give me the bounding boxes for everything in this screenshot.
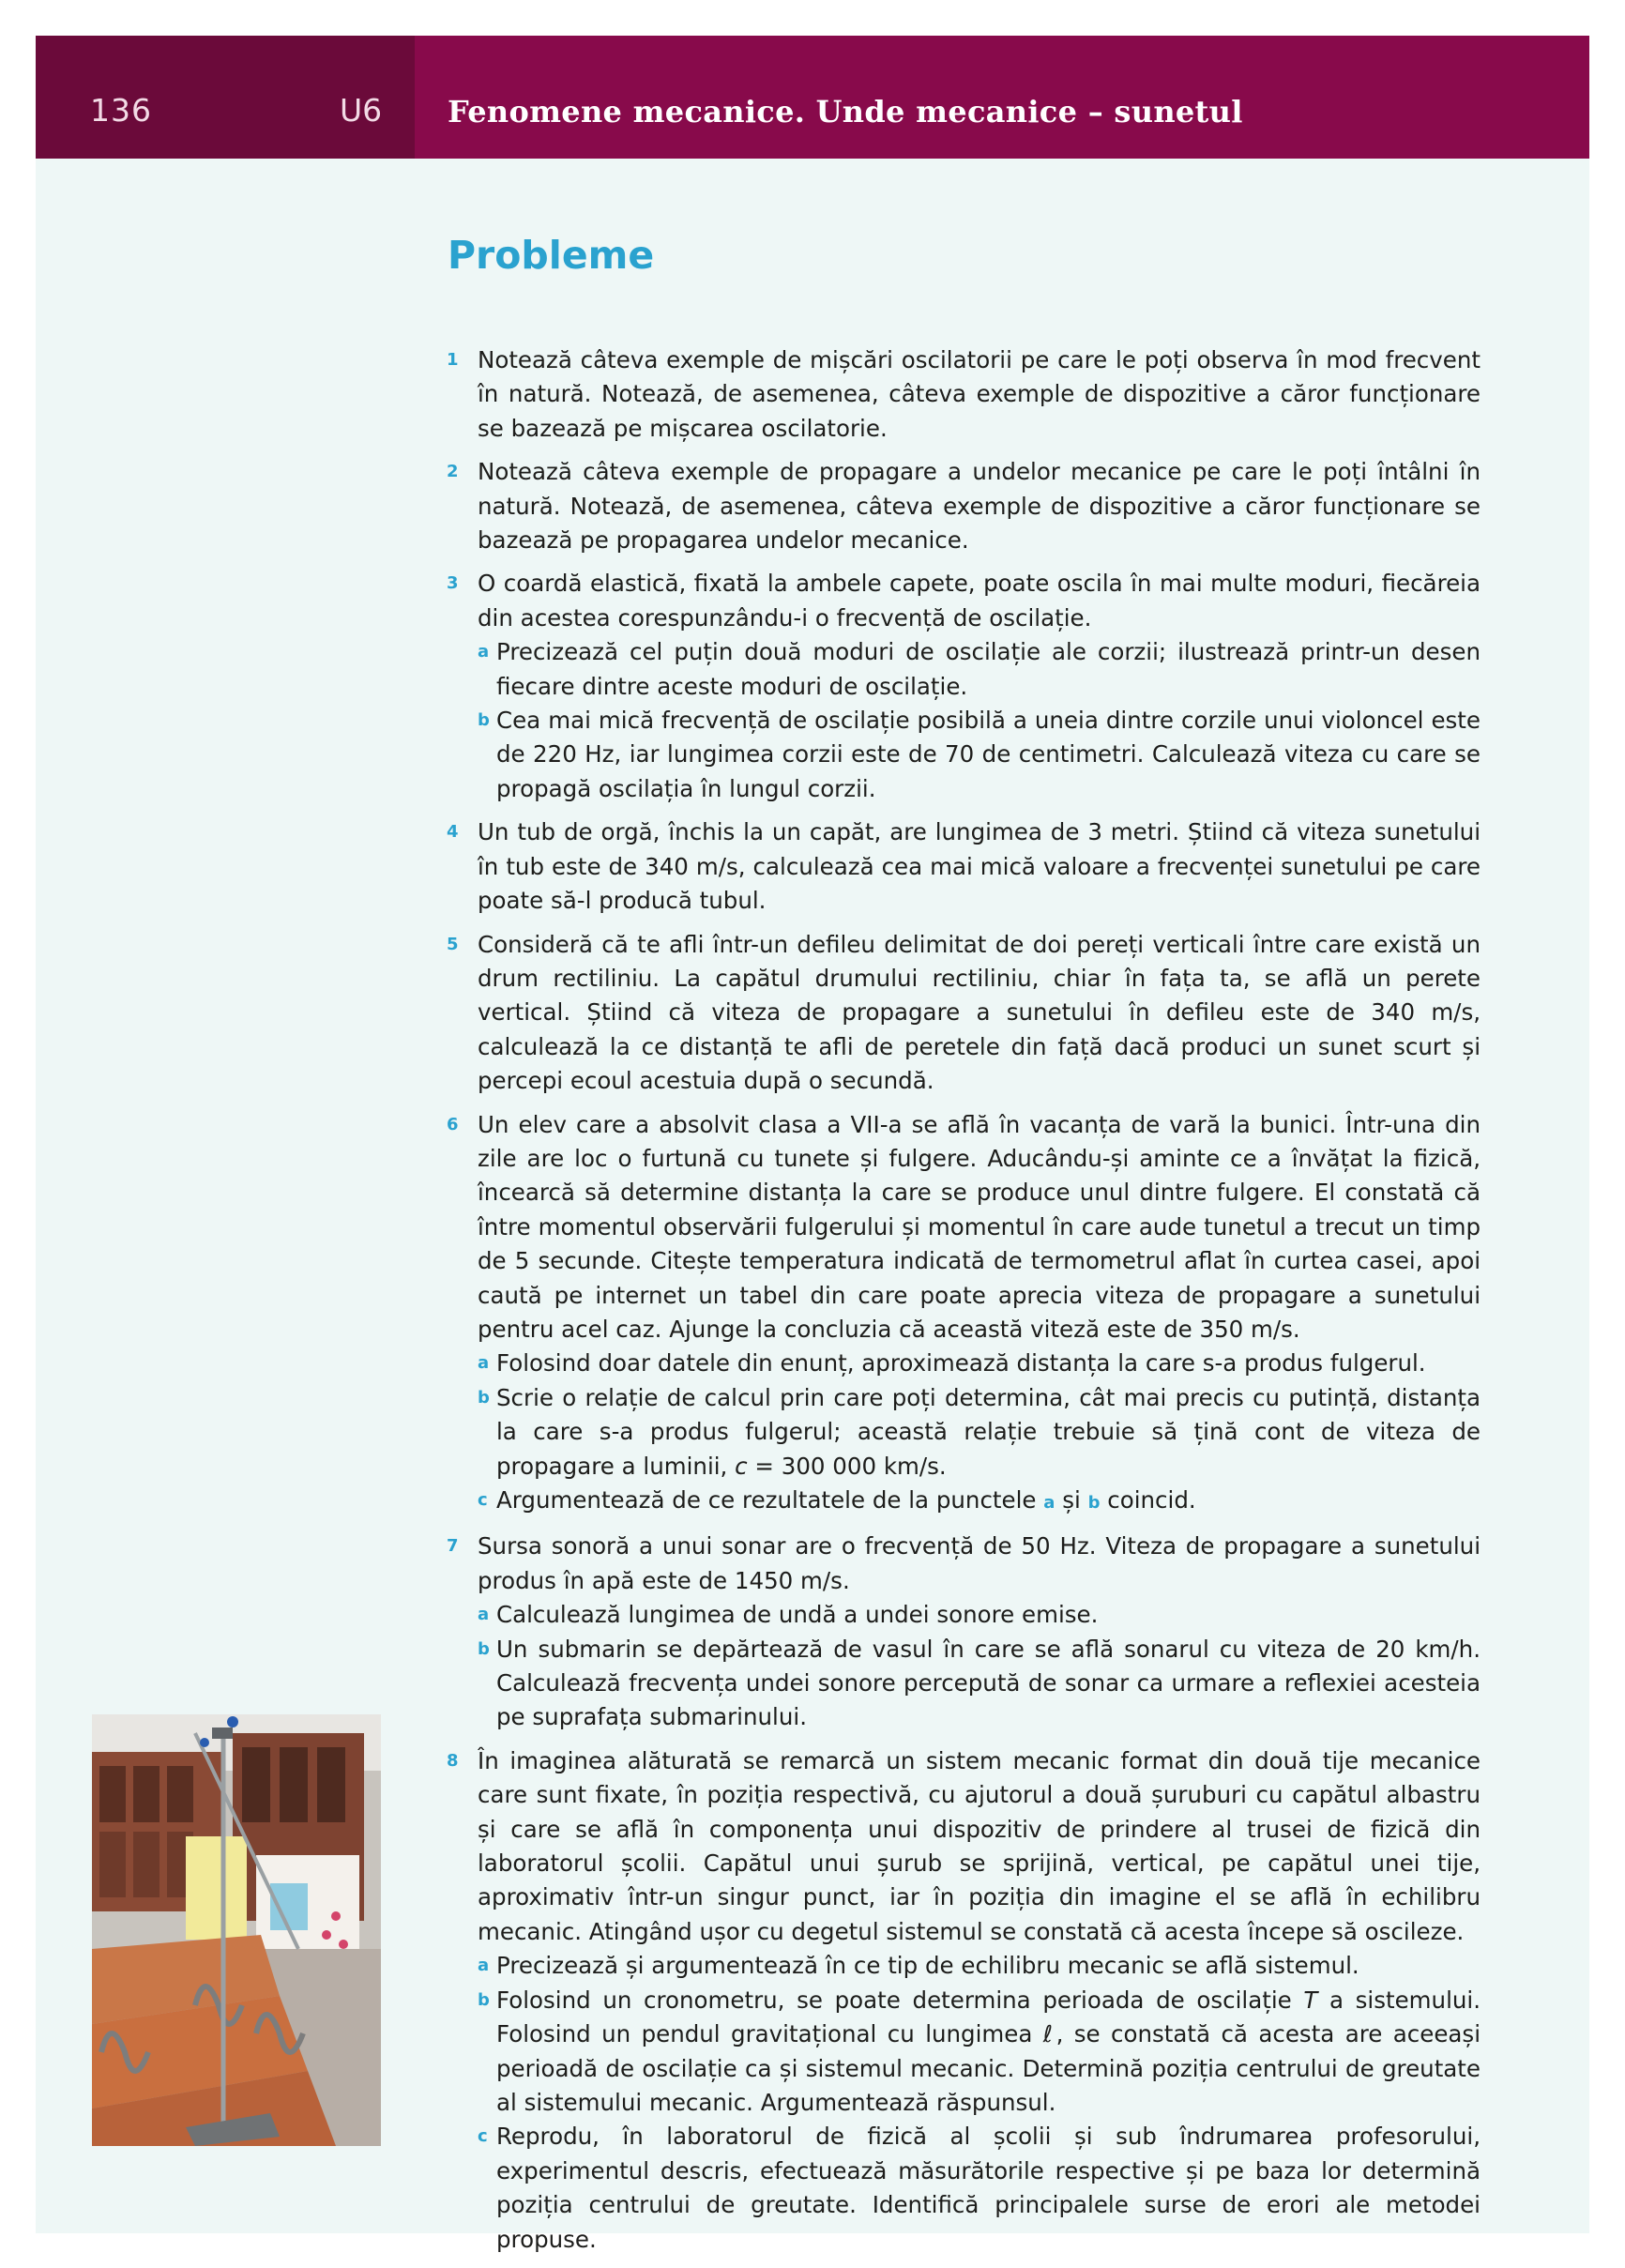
problem-1 [447,343,1481,446]
problems-list [447,343,1481,2266]
subpoint-letter: b [478,710,490,731]
problem-number: 2 [447,462,459,482]
ref-a: a [1043,1493,1055,1513]
subpoint-a [478,1347,1481,1380]
problem-3 [447,567,1481,806]
subpoint-text: Calculează lungimea de undă a undei sonore emise. [496,1601,1099,1629]
subpoint-text: Cea mai mică frecvență de oscilație posibilă a uneia dintre corzile unui violoncel este de 220 Hz, iar lungimea corzii este de 70 de centimetri. Calculează viteza cu care se propagă oscilația în lungul corzii. [496,707,1481,802]
subpoint-letter: b [478,1387,490,1408]
problem-number: 1 [447,350,459,370]
subpoint-text-end: coincid. [1100,1486,1196,1514]
subpoint-letter: c [478,1490,488,1510]
problem-text: Notează câteva exemple de propagare a undelor mecanice pe care le poți întâlni în natură. Notează, de asemenea, câteva exemple de dispozitive a căror funcționare se bazează pe propagarea undelor mecanice. [478,458,1481,555]
subpoint-c [478,2120,1481,2257]
subpoint-text: Precizează și argumentează în ce tip de echilibru mecanic se află sistemul. [496,1952,1359,1980]
problem-8 [447,1744,1481,2257]
subpoint-letter: a [478,1605,490,1625]
subpoint-b [478,704,1481,806]
subpoint-a [478,635,1481,704]
subpoint-letter: b [478,1989,490,2010]
subpoint-text: Precizează cel puțin două moduri de oscilație ale corzii; ilustrează printr-un desen fiecare dintre aceste moduri de oscilație. [496,638,1481,700]
lab-photo [92,1714,381,2146]
subpoint-text: Folosind doar datele din enunț, aproximează distanța la care s-a produs fulgerul. [496,1349,1426,1378]
subpoint-a [478,1598,1481,1632]
subpoint-text-mid: și [1055,1486,1088,1514]
light-speed-symbol: c [735,1452,748,1480]
problem-number: 6 [447,1114,459,1134]
problem-number: 8 [447,1750,459,1771]
subpoint-text: Folosind un cronometru, se poate determina perioada de oscilație [496,1986,1304,2014]
subpoint-text-end: , se constată că acesta are aceeași perioadă de oscilație ca și sistemul mecanic. Determină poziția centrului de greutate al sistemului mecanic. Argumentează răspunsul. [496,2020,1481,2116]
ref-b: b [1087,1493,1101,1513]
problem-text: Consideră că te afli într-un defileu delimitat de doi pereți verticali între care există un drum rectiliniu. La capătul drumului rectiliniu, chiar în fața ta, se află un perete vertical. Știind că viteza de propagare a sunetului în defileu este de 340 m/s, calculează la ce distanță te afli de peretele din față dacă produci un sunet scurt și percepi ecoul acestuia după o secundă. [478,930,1481,1095]
subpoint-text: Reprodu, în laboratorul de fizică al școlii și sub îndrumarea profesorului, experimentul descris, efectuează măsurătorile respective și pe baza lor determină poziția centrului de greutate. Identifică principalele surse de erori ale metodei propuse. [496,2123,1481,2253]
problem-2 [447,455,1481,557]
problem-text: În imaginea alăturată se remarcă un sistem mecanic format din două tije mecanice care sunt fixate, în poziția respectivă, cu ajutorul a două șuruburi cu capătul albastru și care se află în componența unui dispozitiv de prindere al trusei de fizică din laboratorul școlii. Capătul unui șurub se sprijină, vertical, pe capătul unei tije, aproximativ într-un singur punct, iar în poziția din imagine el se află în echilibru mecanic. Atingând ușor cu degetul sistemul se constată că acesta începe să oscileze. [478,1746,1481,1945]
page-number: 136 [90,92,152,129]
length-symbol: ℓ [1042,2020,1056,2048]
problem-5 [447,928,1481,1099]
problem-number: 3 [447,573,459,594]
subpoint-letter: b [478,1638,490,1659]
problem-6 [447,1108,1481,1521]
problem-number: 7 [447,1536,459,1557]
section-title: Probleme [448,233,655,278]
problem-number: 5 [447,934,459,954]
problem-text: O coardă elastică, fixată la ambele capete, poate oscila în mai multe moduri, fiecăreia din acestea corespunzându-i o frecvență de oscilație. [478,570,1481,632]
subpoint-letter: c [478,2126,488,2147]
problem-text: Un elev care a absolvit clasa a VII-a se află în vacanța de vară la bunici. Într-una din zile are loc o furtună cu tunete și fulgere. Aducându-și aminte ce a învățat la fizică, încearcă să determine distanța la care se produce unul dintre fulgere. El constată că între momentul observării fulgerului și momentul în care aude tunetul a trecut un timp de 5 secunde. Citește temperatura indicată de termometrul aflat în curtea casei, apoi caută pe internet un tabel din care poate aprecia viteza de propagare a sunetului pentru acel caz. Ajunge la concluzia că această viteză este de 350 m/s. [478,1110,1481,1343]
problem-text: Sursa sonoră a unui sonar are o frecvență de 50 Hz. Viteza de propagare a sunetului produs în apă este de 1450 m/s. [478,1532,1481,1594]
subpoint-text-mid: a sistemului. Folosind un pendul gravitațional cu lungimea [496,1986,1481,2048]
subpoint-b [478,1633,1481,1735]
unit-label: U6 [340,92,383,129]
problem-number: 4 [447,822,459,843]
subpoint-a [478,1949,1481,1983]
problem-4 [447,815,1481,918]
subpoint-text: Argumentează de ce rezultatele de la punctele [496,1486,1044,1514]
chapter-title: Fenomene mecanice. Unde mecanice – sunetul [448,94,1243,129]
problem-text: Un tub de orgă, închis la un capăt, are lungimea de 3 metri. Știind că viteza sunetului în tub este de 340 m/s, calculează cea mai mică valoare a frecvenței sunetului pe care poate să-l producă tubul. [478,818,1481,915]
period-symbol: T [1303,1986,1318,2014]
subpoint-letter: a [478,642,490,662]
subpoint-b [478,1984,1481,2121]
subpoint-text: Scrie o relație de calcul prin care poți determina, cât mai precis cu putință, distanța la care s-a produs fulgerul; această relație trebuie să țină cont de viteza de propagare a luminii, [496,1383,1481,1480]
subpoint-b [478,1381,1481,1484]
subpoint-text: Un submarin se depărtează de vasul în care se află sonarul cu viteza de 20 km/h. Calculează frecvența undei sonore percepută de sonar ca urmare a reflexiei acesteia pe suprafața submarinului. [496,1635,1481,1731]
problem-text: Notează câteva exemple de mișcări oscilatorii pe care le poți observa în mod frecvent în natură. Notează, de asemenea, câteva exemple de dispozitive a căror funcționare se bazează pe mișcarea oscilatorie. [478,346,1481,442]
subpoint-text-end: = 300 000 km/s. [747,1452,947,1480]
subpoint-letter: a [478,1956,490,1976]
problem-7 [447,1530,1481,1734]
subpoint-c [478,1484,1481,1520]
subpoint-letter: a [478,1353,490,1374]
